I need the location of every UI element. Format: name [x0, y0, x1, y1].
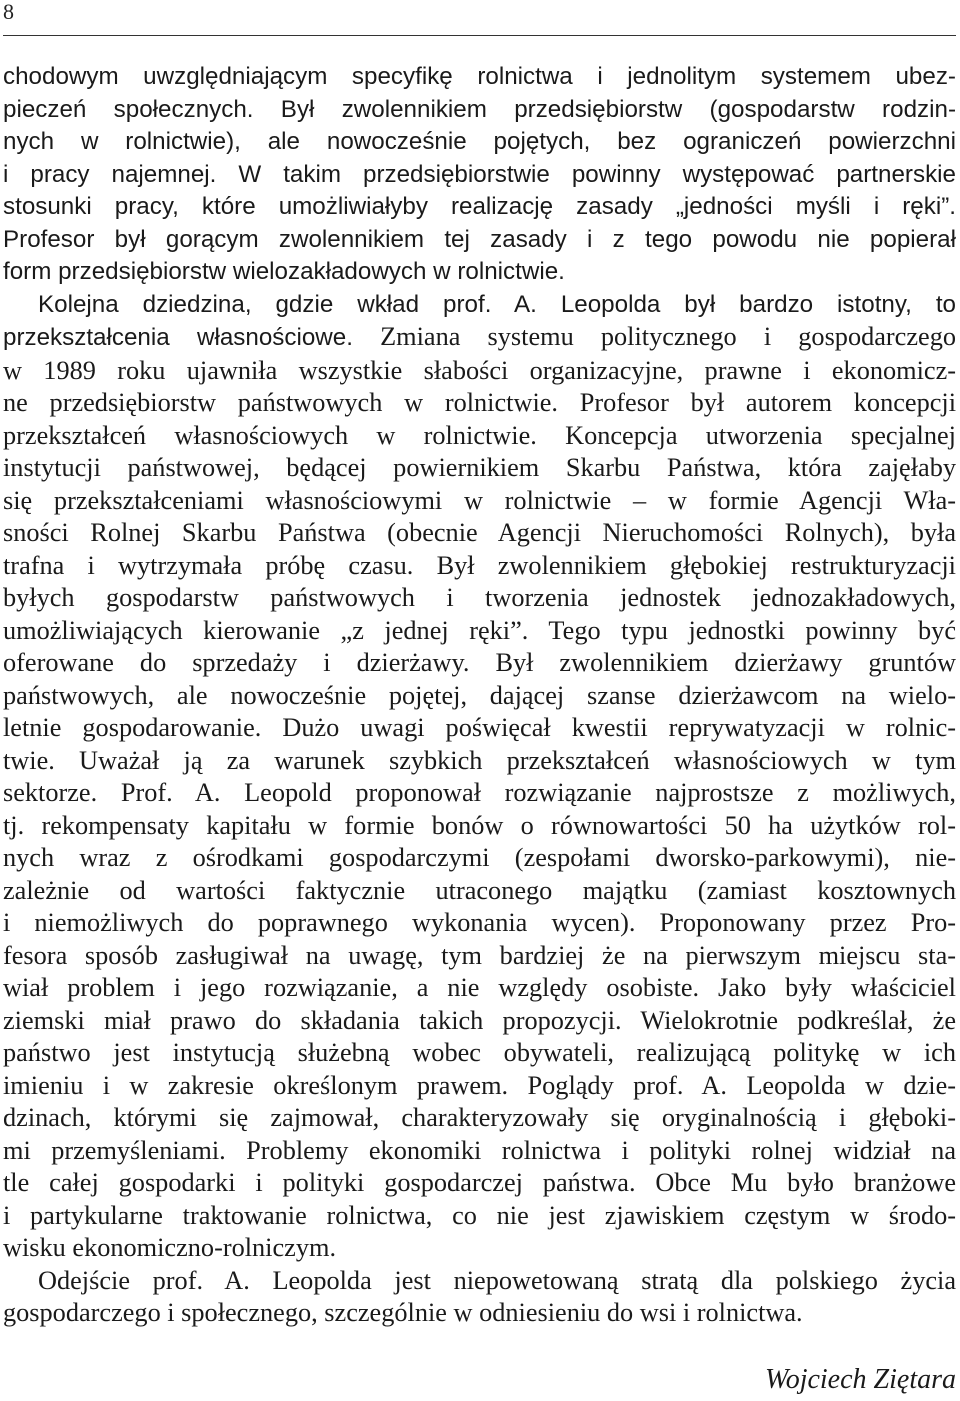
text-segment-serif: Zmiana systemu politycznego i gospodarczego — [352, 322, 956, 351]
text-line: umożliwiających kierowanie „z jednej ręki”. Tego typu jednostki powinny być — [3, 615, 956, 645]
text-line: przekształceń własnościowych w rolnictwie. Koncepcja utworzenia specjalnej — [3, 420, 956, 450]
text-line: ziemski miał prawo do składania takich propozycji. Wielokrotnie podkreślał, że — [3, 1005, 956, 1035]
text-line: w 1989 roku ujawniła wszystkie słabości organizacyjne, prawne i ekonomicz- — [3, 355, 956, 385]
text-line: Kolejna dziedzina, gdzie wkład prof. A. Leopolda był bardzo istotny, to — [38, 290, 956, 318]
text-line: instytucji państwowej, będącej powiernikiem Skarbu Państwa, która zajęłaby — [3, 453, 956, 482]
text-line: pieczeń społecznych. Był zwolennikiem przedsiębiorstw (gospodarstw rodzin- — [3, 95, 956, 123]
text-line: ne przedsiębiorstw państwowych w rolnictwie. Profesor był autorem koncepcji — [3, 388, 956, 417]
text-line: zależnie od wartości faktycznie utraconego majątku (zamiast kosztownych — [3, 875, 956, 905]
text-line: dzinach, którymi się zajmował, charakteryzowały się oryginalnością i głęboki- — [3, 1103, 956, 1132]
text-line: wiał problem i jego rozwiązanie, a nie względy osobiste. Jako były właściciel — [3, 973, 956, 1002]
text-line: mi przemyśleniami. Problemy ekonomiki rolnictwa i polityki rolnej widział na — [3, 1135, 956, 1165]
text-line: Odejście prof. A. Leopolda jest niepowetowaną stratą dla polskiego życia — [38, 1265, 956, 1295]
text-line: Profesor był gorącym zwolennikiem tej zasady i z tego powodu nie popierał — [3, 225, 956, 253]
page-number: 8 — [3, 0, 14, 24]
text-line: państwo jest instytucją służebną wobec obywateli, realizującą politykę w ich — [3, 1038, 956, 1067]
text-line: państwowych, ale nowocześnie pojętej, dającej szanse dzierżawcom na wielo- — [3, 680, 956, 710]
text-line: sności Rolnej Skarbu Państwa (obecnie Agencji Nieruchomości Rolnych), była — [3, 518, 956, 547]
text-line: i niemożliwych do poprawnego wykonania wycen). Proponowany przez Pro- — [3, 908, 956, 937]
text-line: tle całej gospodarki i polityki gospodarczej państwa. Obce Mu było branżowe — [3, 1168, 956, 1197]
text-line: byłych gospodarstw państwowych i tworzenia jednostek jednozakładowych, — [3, 583, 956, 612]
text-line: wisku ekonomiczno-rolniczym. — [3, 1233, 337, 1262]
text-line: nych w rolnictwie), ale nowocześnie pojętych, bez ograniczeń powierzchni — [3, 128, 956, 155]
text-line: się przekształceniami własnościowymi w rolnictwie – w formie Agencji Wła- — [3, 485, 956, 515]
text-line: trafna i wytrzymała próbę czasu. Był zwolennikiem głębokiej restrukturyzacji — [3, 550, 956, 580]
text-line: stosunki pracy, które umożliwiałyby realizację zasady „jedności myśli i ręki”. — [3, 193, 956, 220]
text-line: sektorze. Prof. A. Leopold proponował rozwiązanie najprostsze z możliwych, — [3, 778, 956, 807]
text-line: imieniu i w zakresie określonym prawem. Poglądy prof. A. Leopolda w dzie- — [3, 1070, 956, 1100]
text-segment-sans: przekształcenia własnościowe. — [3, 324, 353, 351]
text-line: tj. rekompensaty kapitału w formie bonów o równowartości 50 ha użytków rol- — [3, 810, 956, 840]
text-line: chodowym uwzględniającym specyfikę rolnictwa i jednolitym systemem ubez- — [3, 63, 956, 90]
text-line: letnie gospodarowanie. Dużo uwagi poświęcał kwestii reprywatyzacji w rolnic- — [3, 713, 956, 742]
text-line: gospodarczego i społecznego, szczególnie w odniesieniu do wsi i rolnictwa. — [3, 1298, 803, 1327]
text-line: oferowane do sprzedaży i dzierżawy. Był zwolennikiem dzierżawy gruntów — [3, 648, 956, 677]
text-line: twie. Uważał ją za warunek szybkich przekształceń własnościowych w tym — [3, 745, 956, 775]
header-rule — [3, 35, 956, 36]
text-line — [3, 321, 956, 355]
text-line: fesora sposób zasługiwał na uwagę, tym bardziej że na pierwszym miejscu sta- — [3, 940, 956, 970]
author-signature: Wojciech Ziętara — [764, 1364, 956, 1395]
text-line: i pracy najemnej. W takim przedsiębiorstwie powinny występować partnerskie — [3, 160, 956, 188]
text-line: nych wraz z ośrodkami gospodarczymi (zespołami dworsko-parkowymi), nie- — [3, 843, 956, 872]
text-line: i partykularne traktowanie rolnictwa, co nie jest zjawiskiem częstym w środo- — [3, 1200, 956, 1230]
text-line: form przedsiębiorstw wielozakładowych w rolnictwie. — [3, 258, 565, 285]
article-body — [3, 61, 956, 1330]
